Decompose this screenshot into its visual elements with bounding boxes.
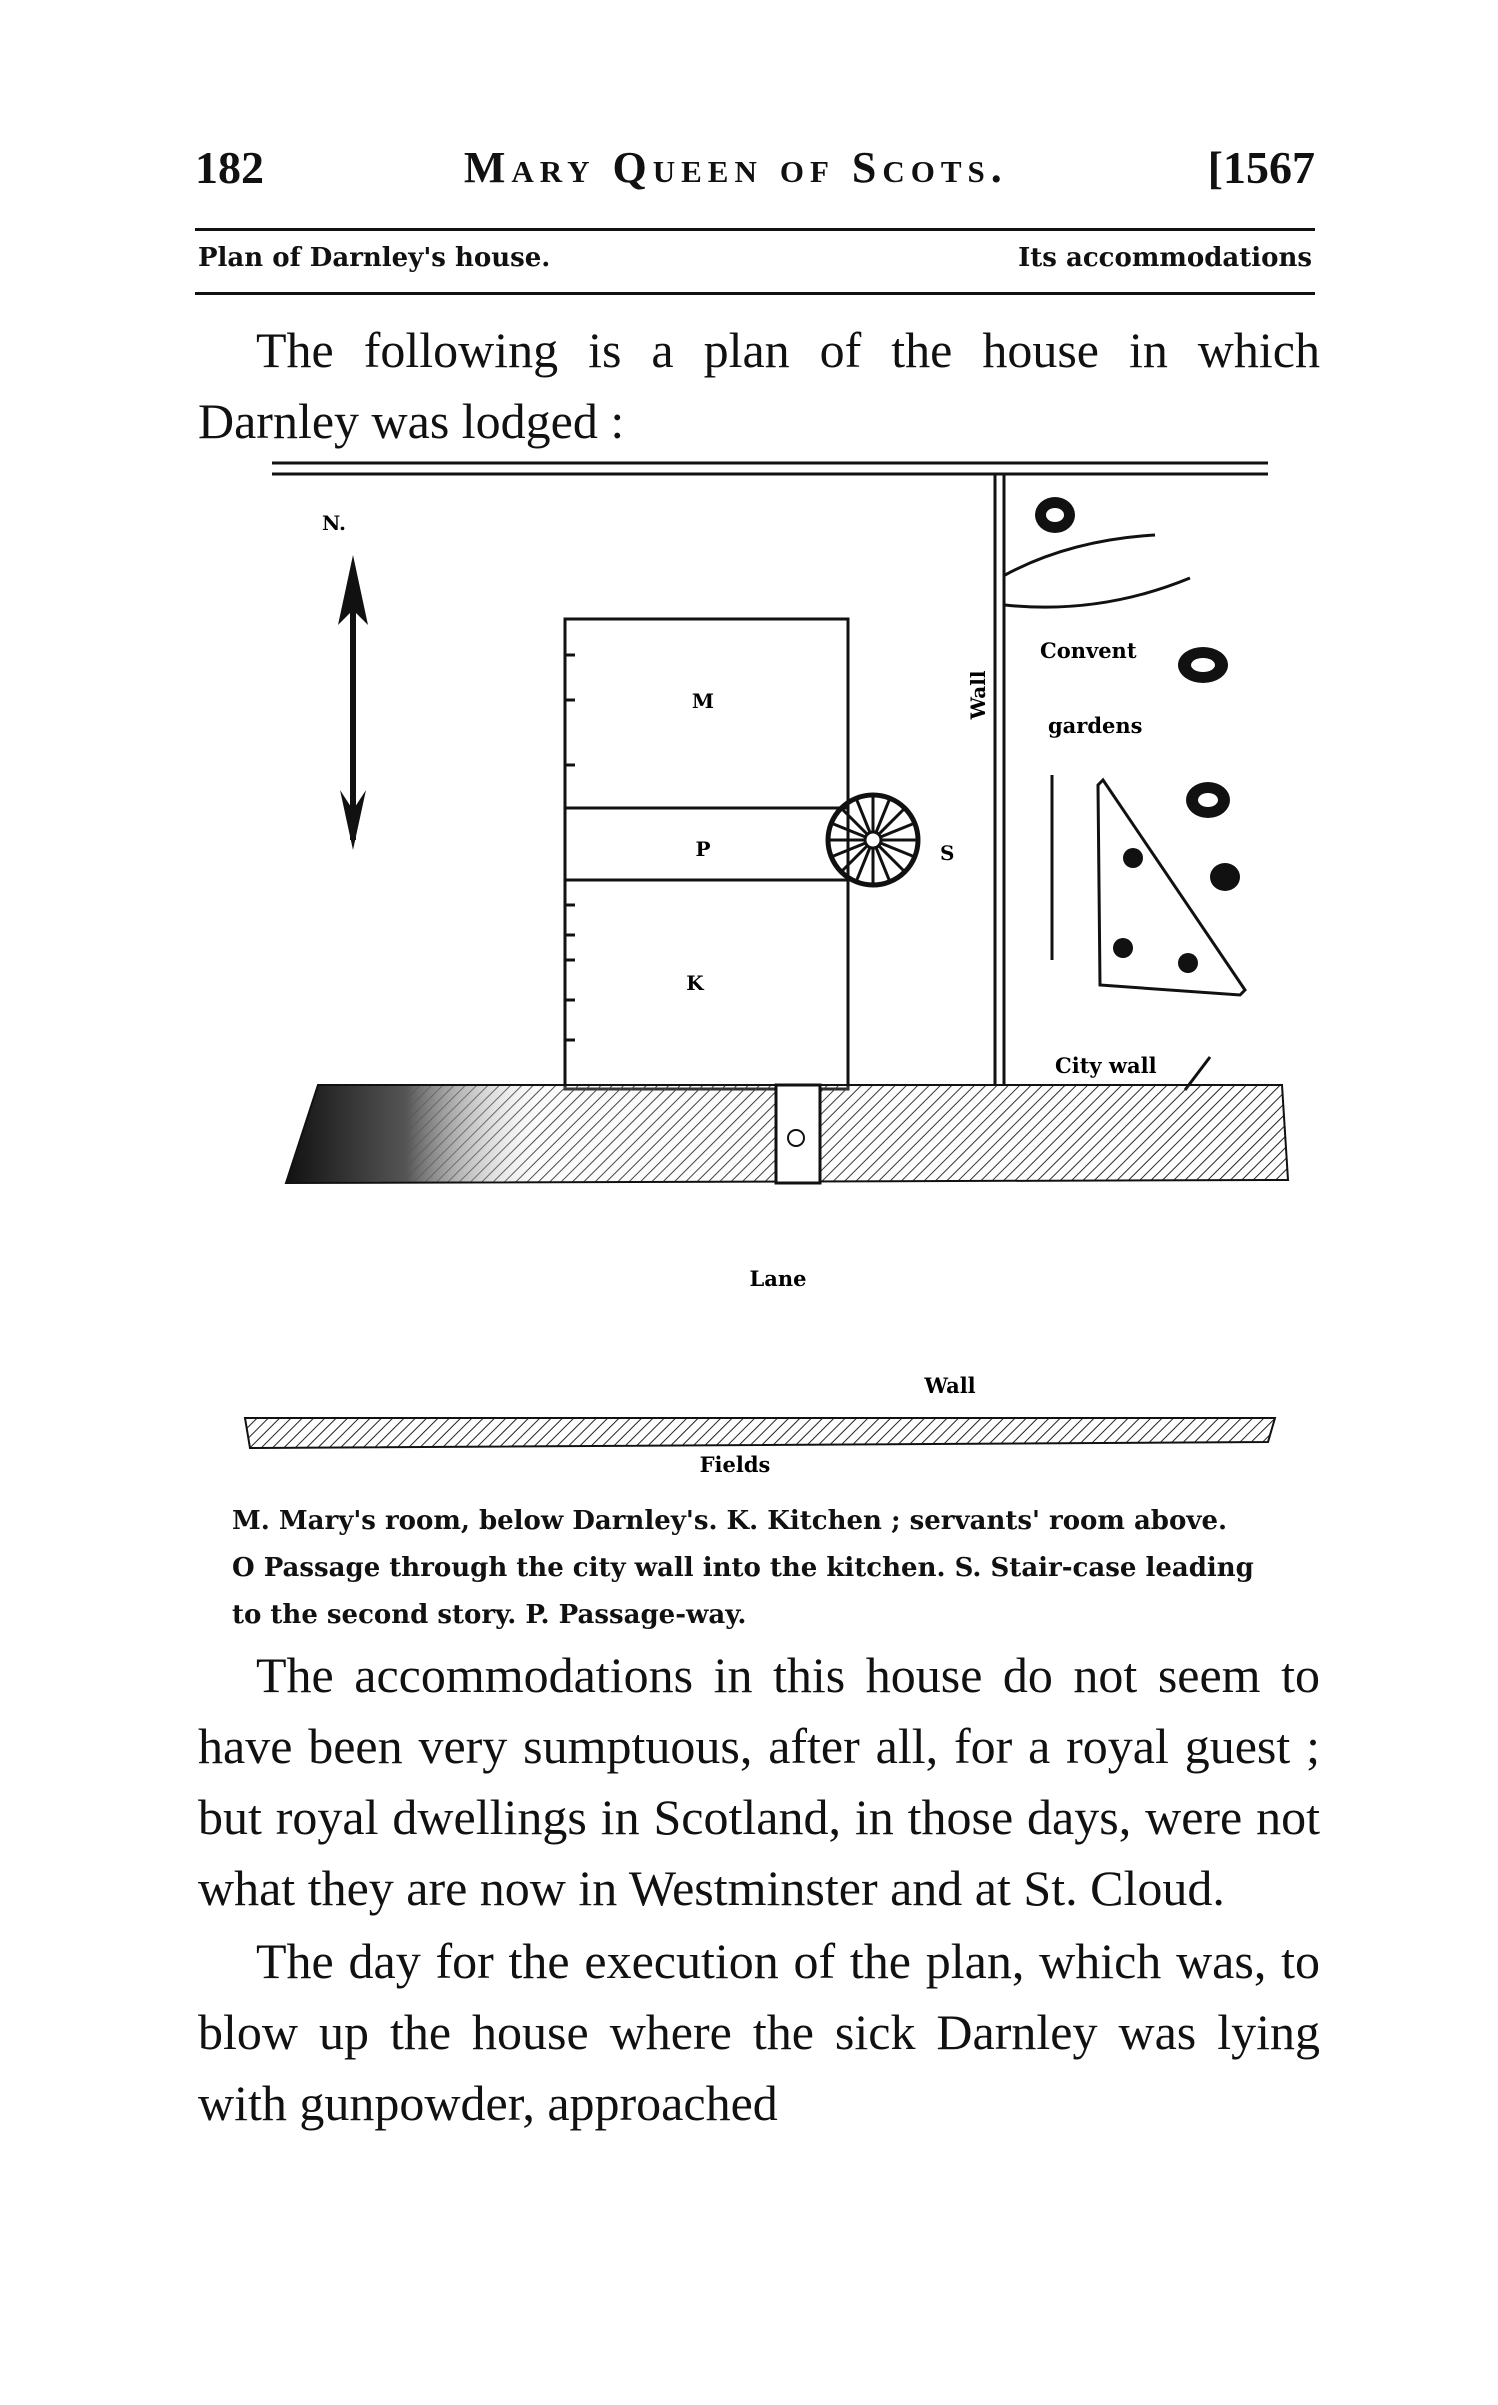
room-m-label: M (691, 689, 715, 713)
caption-line-2: O Passage through the city wall into the kitchen. S. Stair-case leading (232, 1553, 1254, 1583)
fields-label: Fields (699, 1452, 771, 1477)
page-number: 182 (195, 141, 264, 193)
bottom-wall (245, 1418, 1275, 1448)
passage-circle-icon (788, 1130, 804, 1146)
intro-text: The following is a plan of the house in which Darnley was lodged : (198, 322, 1320, 449)
north-label: N. (322, 511, 346, 535)
bottom-wall-label: Wall (924, 1373, 976, 1398)
city-wall-label: City wall (1055, 1053, 1157, 1078)
paragraph-accommodations: The accommodations in this house do not seem to have been very sumptuous, after all, for a royal guest ; but royal dwellings in Scotland, in those days, were not what they are now in Westminster and at St. Cloud. (198, 1647, 1320, 1916)
convent-label: Convent (1040, 638, 1137, 663)
lane-label: Lane (749, 1266, 807, 1291)
north-arrow-icon (338, 555, 368, 850)
gardens-label: gardens (1048, 713, 1143, 738)
book-title: Mary Queen of Scots. (463, 142, 1008, 192)
room-p-label: P (695, 837, 711, 861)
caption-line-1: M. Mary's room, below Darnley's. K. Kitchen ; servants' room above. (232, 1506, 1228, 1536)
caption-line-3: to the second story. P. Passage-way. (232, 1600, 747, 1630)
staircase-icon (828, 795, 918, 885)
wall-label-vertical: Wall (966, 670, 990, 720)
stair-s-label: S (940, 841, 955, 865)
subheader-left: Plan of Darnley's house. (198, 243, 551, 273)
room-k-label: K (686, 971, 704, 995)
subheader-right: Its accommodations (1018, 243, 1312, 273)
paragraph-execution: The day for the execution of the plan, which was, to blow up the house where the sick Darnley was lying with gunpowder, approached (198, 1933, 1320, 2131)
city-wall (286, 1085, 1288, 1183)
plan-caption (232, 1498, 1322, 1639)
header-year: [1567 (1207, 141, 1315, 193)
garden-paths (1005, 535, 1190, 960)
plan-top-border (272, 463, 1268, 474)
garden-wall (995, 474, 1004, 1085)
main-text (198, 1640, 1320, 2139)
